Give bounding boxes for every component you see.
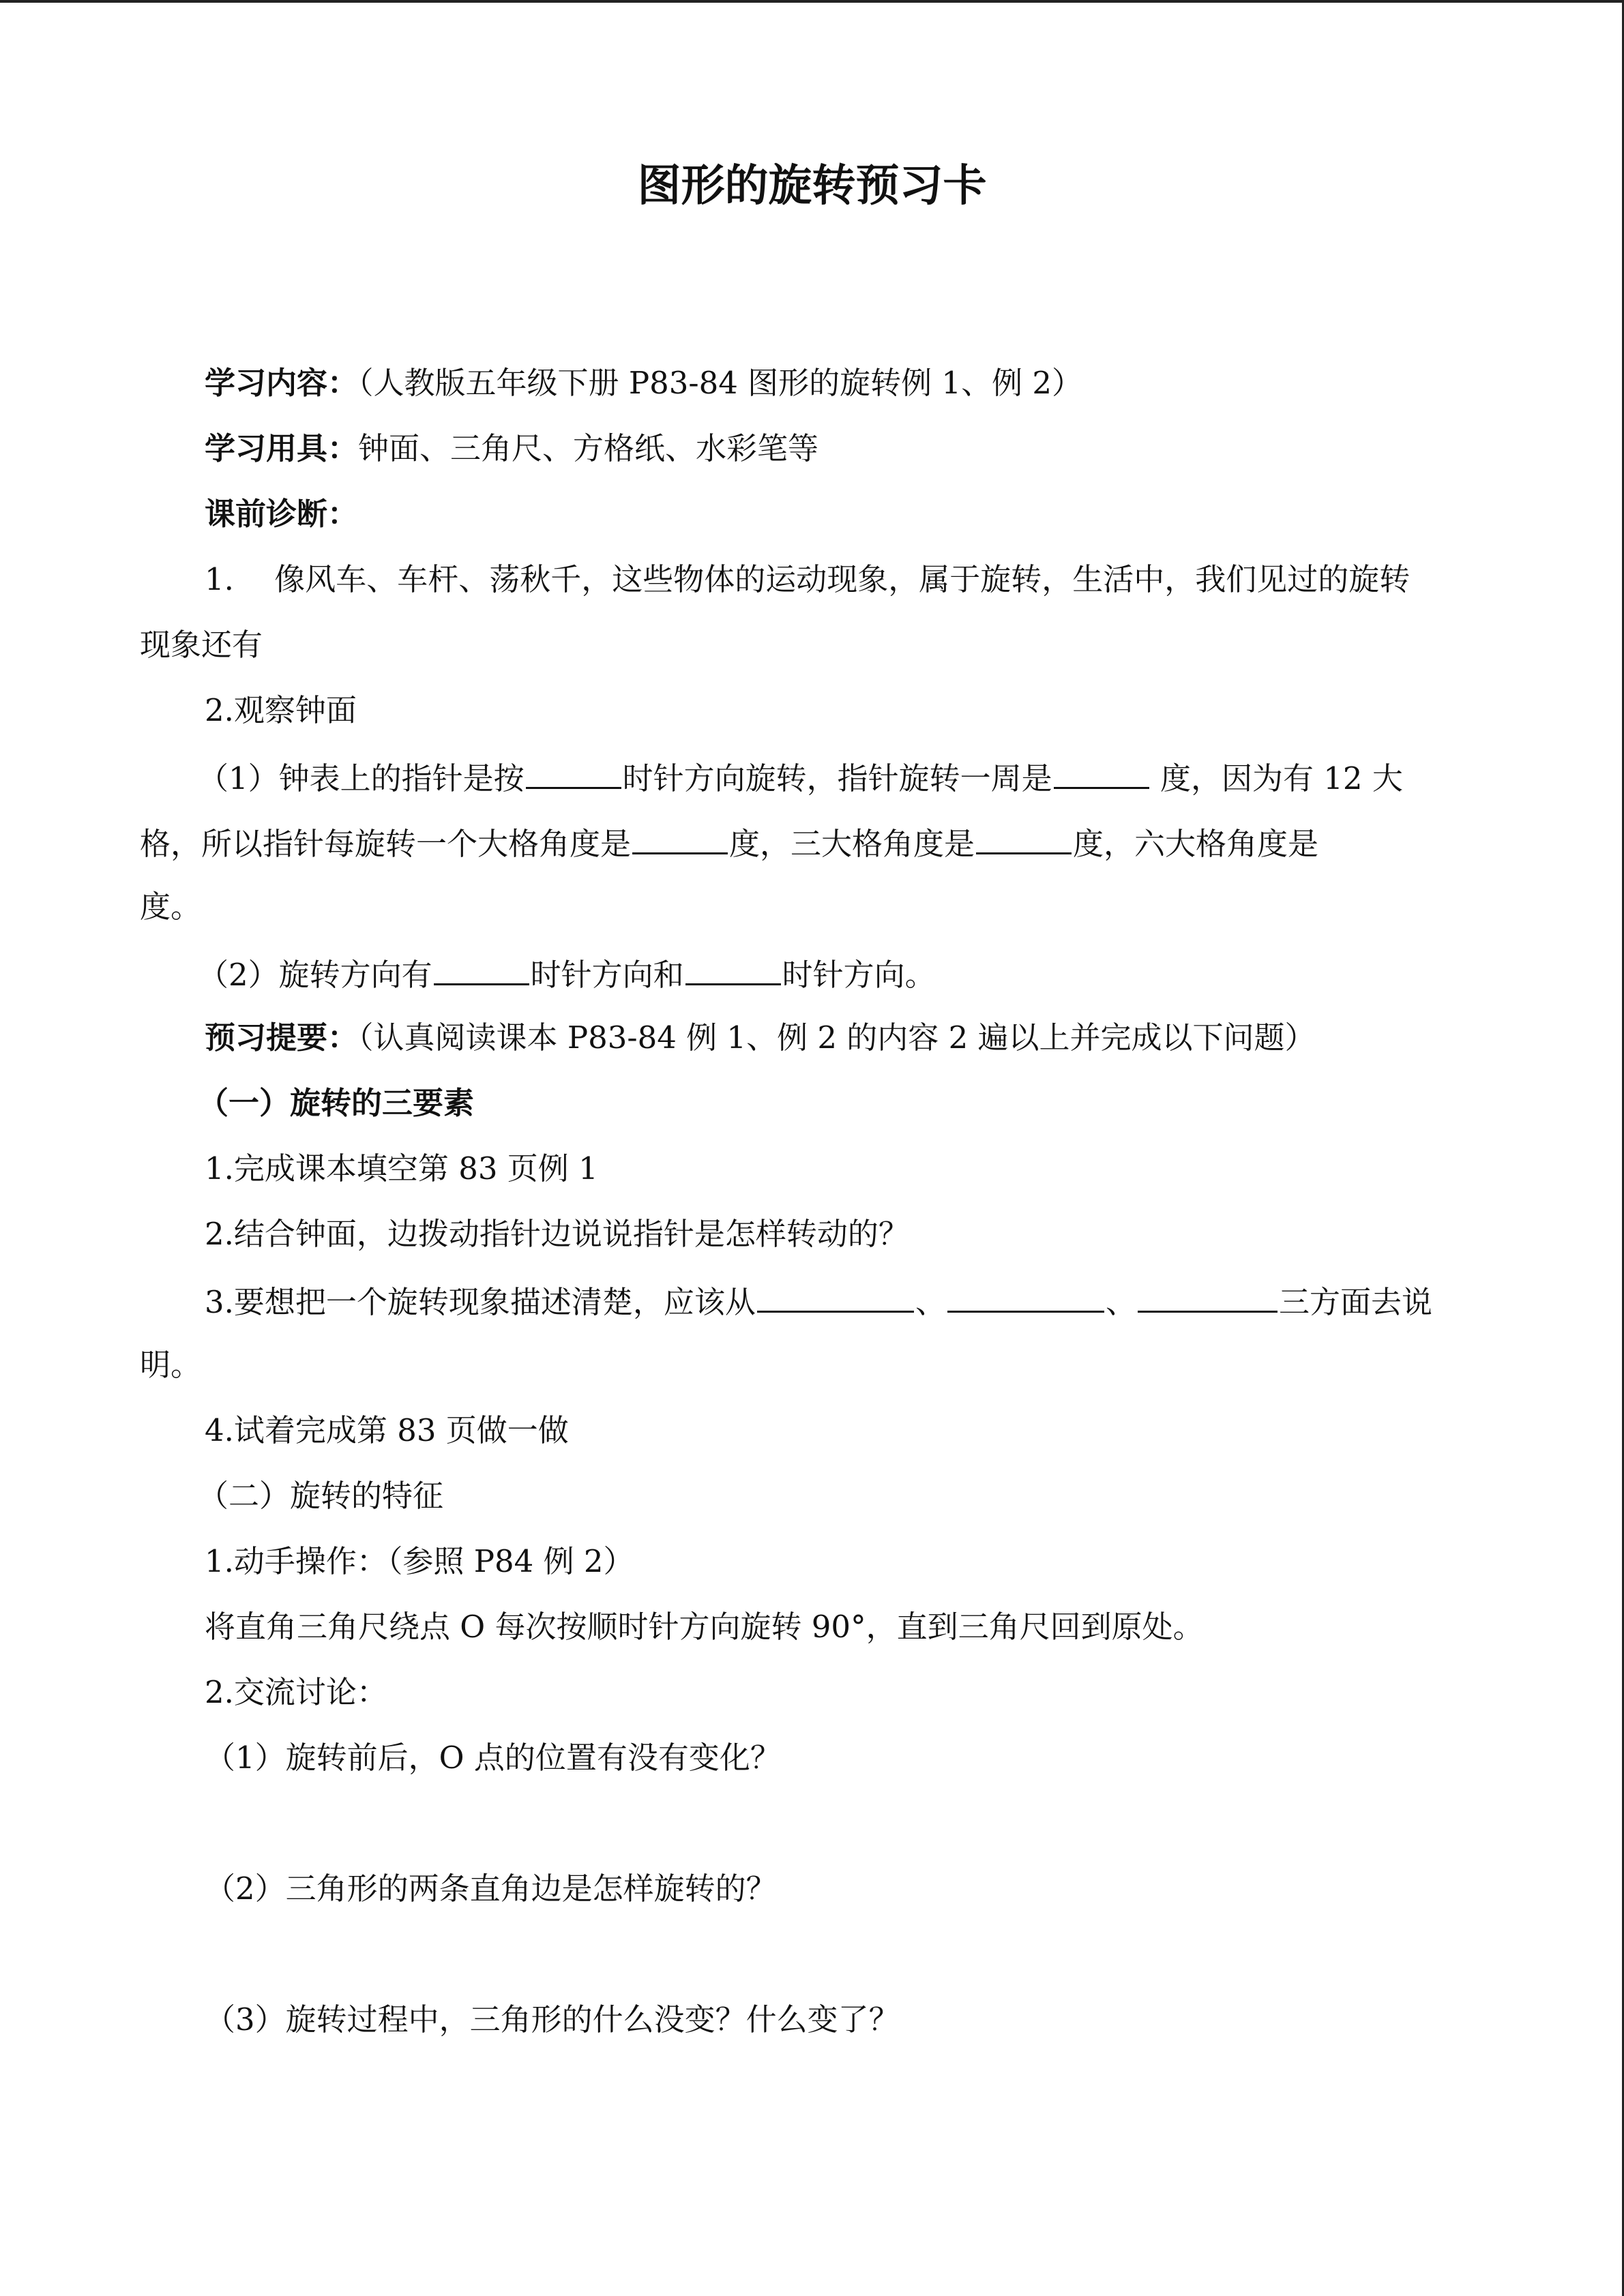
- diagnosis-q2-1-line1: [198, 756, 1403, 799]
- preview-text: （认真阅读课本 P83-84 例 1、例 2 的内容 2 遍以上并完成以下问题）: [358, 1019, 1316, 1056]
- learning-tools-label: 学习用具：: [205, 430, 359, 466]
- diagnosis-q2-title: 2.观察钟面: [205, 692, 357, 728]
- learning-content-label: 学习内容：: [205, 365, 359, 401]
- learning-tools-line: [205, 428, 818, 469]
- text-span: （1）钟表上的指针是按: [198, 760, 525, 796]
- text-span: 度，因为有 12 大: [1150, 760, 1403, 796]
- text-span: 时针方向。: [782, 957, 936, 993]
- fill-blank[interactable]: [1054, 756, 1149, 789]
- section1-item3-line1: [205, 1279, 1432, 1323]
- learning-tools-text: 钟面、三角尺、方格纸、水彩笔等: [358, 430, 819, 466]
- text-span: 时针方向和: [530, 957, 684, 993]
- section2-q1: （1）旋转前后，O 点的位置有没有变化？: [205, 1740, 781, 1776]
- section2-q3: （3）旋转过程中，三角形的什么没变？什么变了？: [205, 2001, 900, 2038]
- section1-title: [198, 1083, 474, 1124]
- section2-q2: （2）三角形的两条直角边是怎样旋转的？: [205, 1870, 777, 1907]
- section2-item1-text: 将直角三角尺绕点 O 每次按顺时针方向旋转 90°，直到三角尺回到原处。: [205, 1609, 1204, 1645]
- text-span: 、: [1105, 1284, 1136, 1320]
- preview-line: [205, 1017, 1316, 1058]
- section1-item2: 2.结合钟面，边拨动指针边说说指针是怎样转动的？: [205, 1216, 909, 1252]
- diagnosis-q2-1-line2: [140, 821, 1318, 865]
- section2-item2: 2.交流讨论：: [205, 1674, 387, 1710]
- diagnosis-heading: [205, 494, 358, 535]
- diagnosis-q1-line2: 现象还有: [140, 627, 263, 663]
- diagnosis-q2-2: [198, 952, 936, 996]
- section1-item3-line2: 明。: [140, 1347, 202, 1383]
- learning-content-line: [205, 363, 1082, 404]
- section2-item1: 1.动手操作：（参照 P84 例 2）: [205, 1543, 634, 1579]
- section2-title: （二）旋转的特征: [198, 1478, 444, 1514]
- fill-blank[interactable]: [1138, 1279, 1278, 1313]
- text-span: 度，三大格角度是: [729, 826, 975, 862]
- text-span: 、: [915, 1284, 946, 1320]
- diagnosis-label: 课前诊断：: [205, 496, 359, 532]
- text-span: 三方面去说: [1278, 1284, 1432, 1320]
- diagnosis-q1-line1: 1. 像风车、车杆、荡秋千，这些物体的运动现象，属于旋转，生活中，我们见过的旋转: [205, 561, 1411, 597]
- preview-label: 预习提要：: [205, 1019, 359, 1056]
- text-span: 度，六大格角度是: [1073, 826, 1319, 862]
- diagnosis-q2-1-line3: 度。: [140, 889, 202, 925]
- section1-item4: 4.试着完成第 83 页做一做: [205, 1412, 569, 1448]
- fill-blank[interactable]: [434, 952, 529, 985]
- fill-blank[interactable]: [757, 1279, 914, 1313]
- text-span: 3.要想把一个旋转现象描述清楚，应该从: [205, 1284, 756, 1320]
- text-span: （2）旋转方向有: [198, 957, 432, 993]
- page-title: 图形的旋转预习卡: [637, 161, 987, 211]
- fill-blank[interactable]: [526, 756, 621, 789]
- learning-content-text: （人教版五年级下册 P83-84 图形的旋转例 1、例 2）: [358, 365, 1082, 401]
- fill-blank[interactable]: [947, 1279, 1104, 1313]
- fill-blank[interactable]: [632, 821, 728, 854]
- text-span: 格，所以指针每旋转一个大格角度是: [140, 826, 632, 862]
- text-span: 时针方向旋转，指针旋转一周是: [622, 760, 1052, 796]
- section1-item1: 1.完成课本填空第 83 页例 1: [205, 1150, 598, 1187]
- fill-blank[interactable]: [685, 952, 781, 985]
- fill-blank[interactable]: [976, 821, 1072, 854]
- section1-title-text: （一）旋转的三要素: [198, 1085, 475, 1121]
